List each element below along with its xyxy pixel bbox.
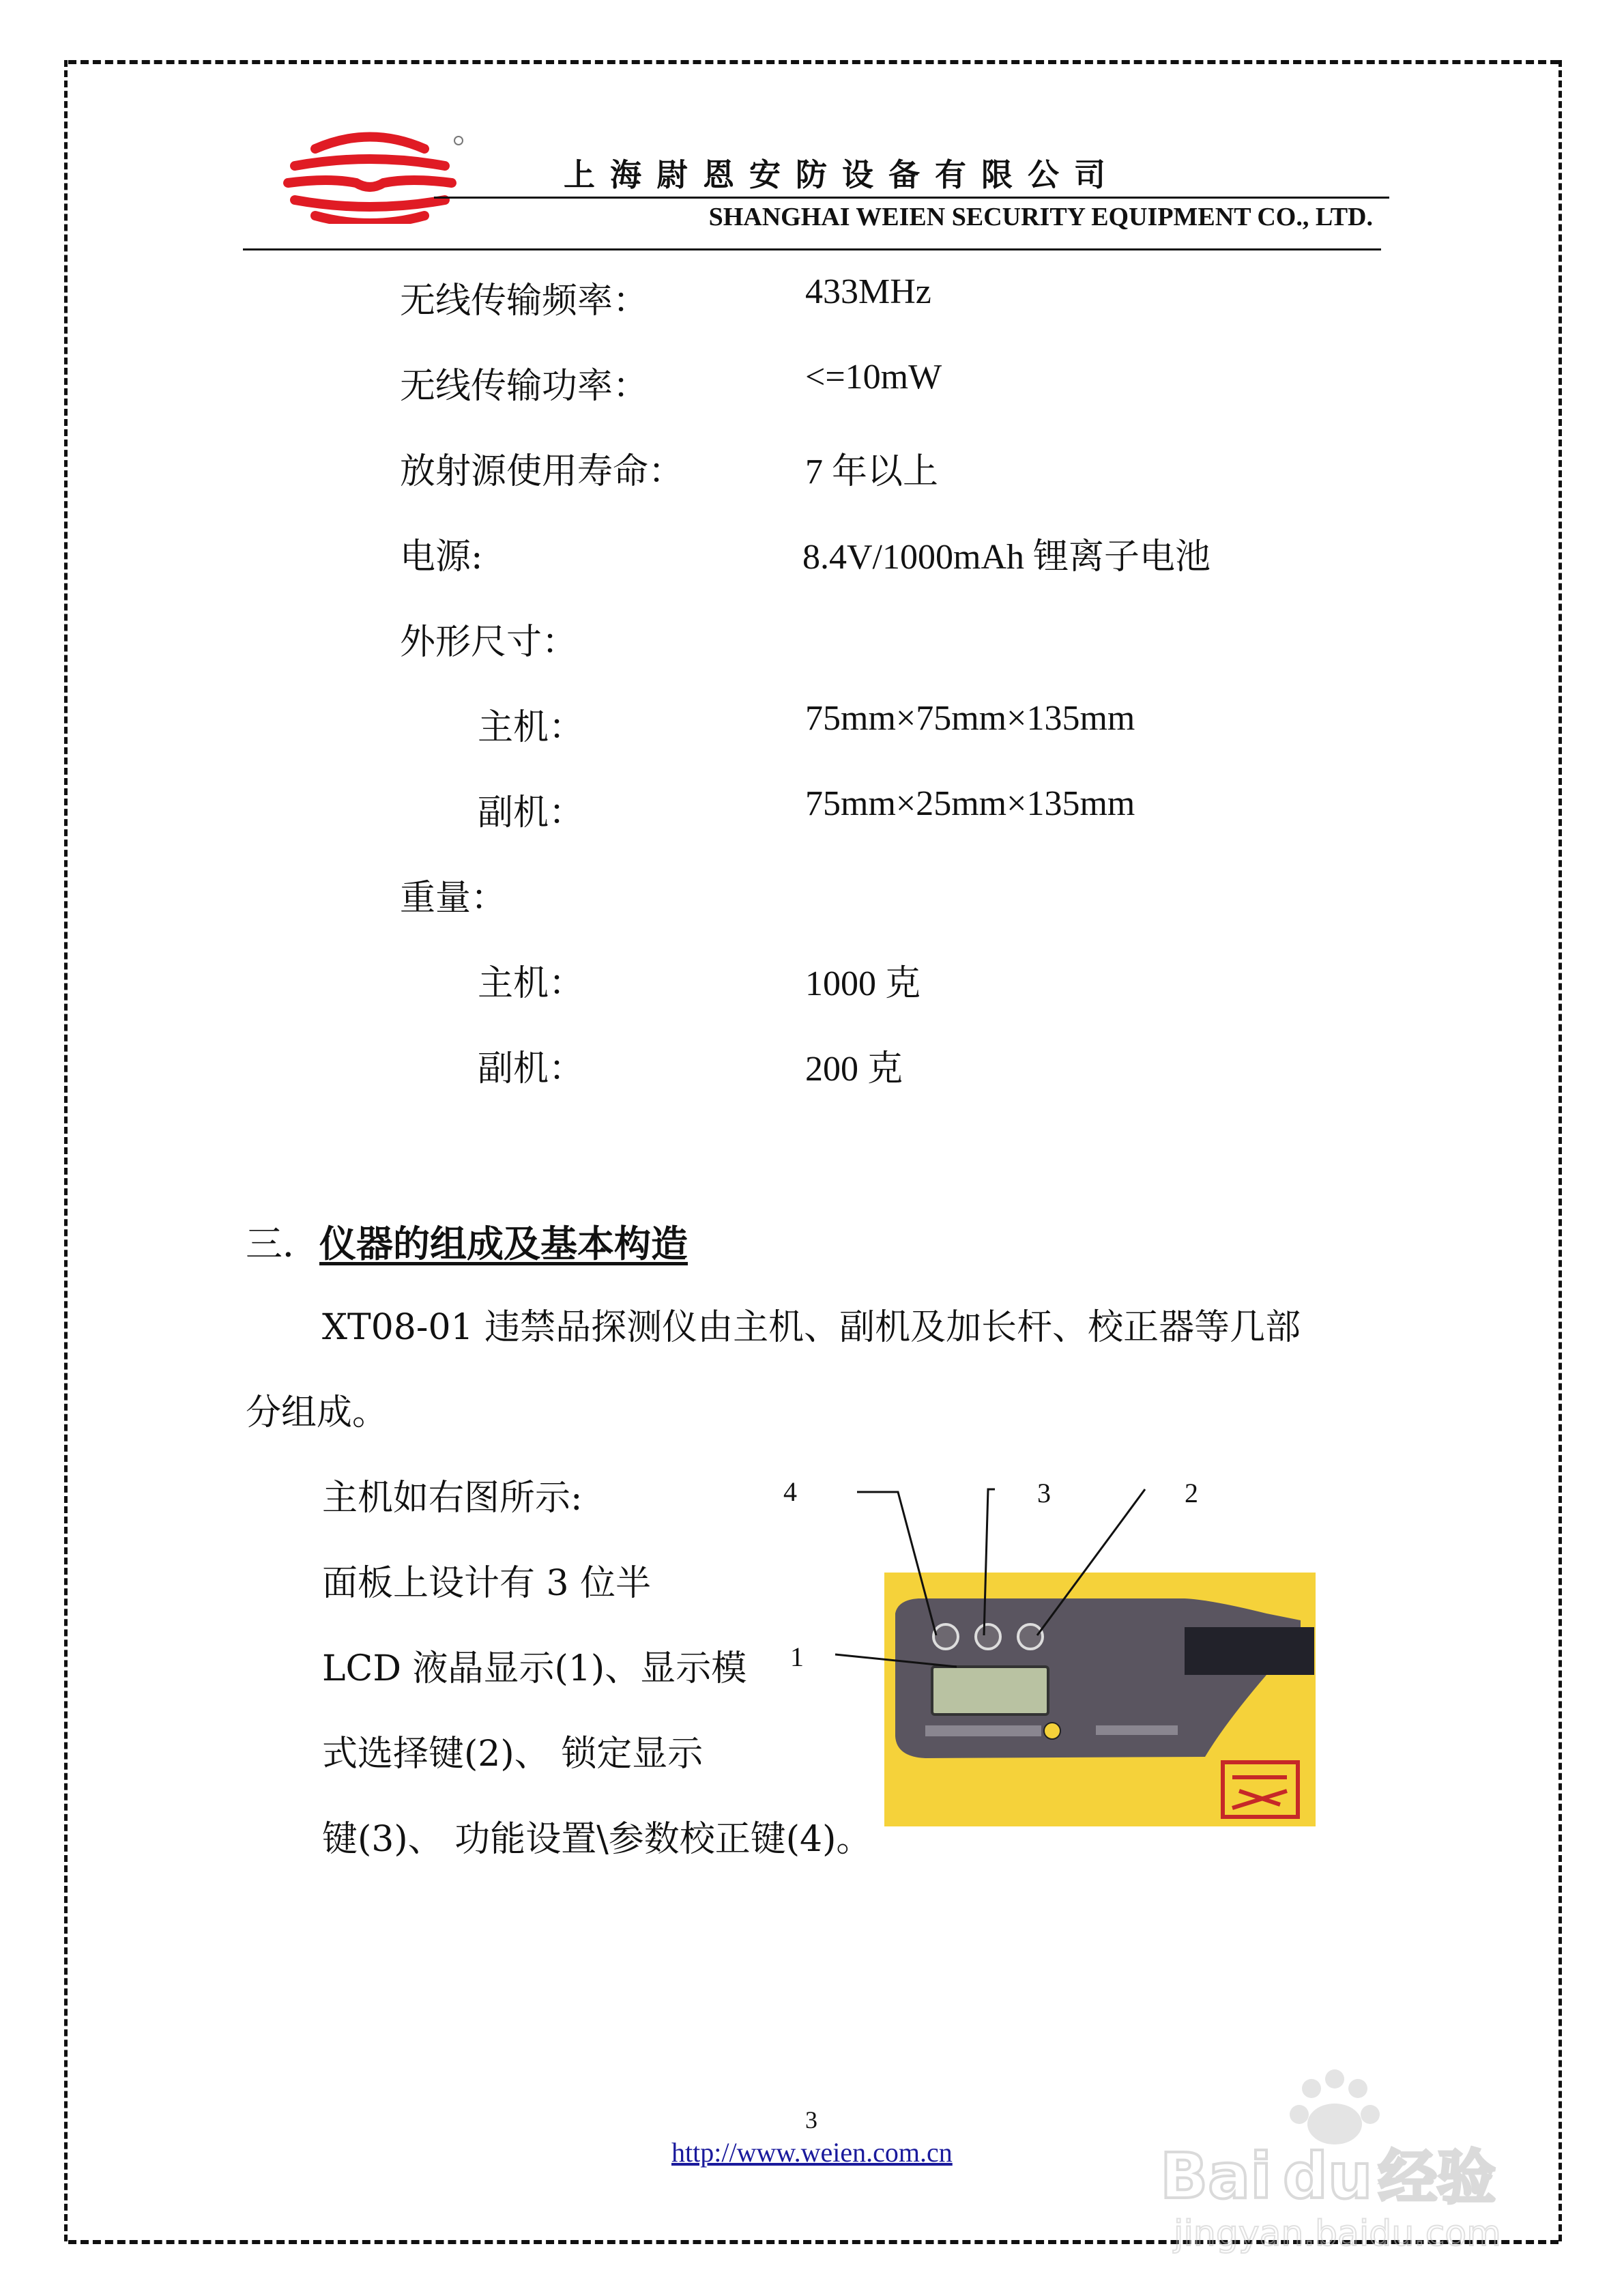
letterhead — [243, 123, 1389, 253]
svg-text:经验: 经验 — [1378, 2144, 1496, 2212]
spec-value: 75mm×75mm×135mm — [805, 699, 1135, 738]
spec-label: 主机： — [478, 707, 585, 748]
body-paragraph-line: XT08-01 违禁品探测仪由主机、副机及加长杆、校正器等几部 — [322, 1307, 1301, 1348]
spec-label: 放射源使用寿命： — [400, 451, 684, 492]
device-figure — [778, 1474, 1337, 1829]
body-paragraph-line: 主机如右图所示: — [322, 1478, 583, 1519]
header-rule — [434, 197, 1389, 199]
svg-text:du: du — [1283, 2140, 1373, 2213]
baidu-jingyan-watermark — [1153, 2061, 1535, 2259]
page-border-top — [68, 60, 1558, 64]
spec-value: 433MHz — [805, 272, 931, 311]
spec-value: 7 年以上 — [805, 453, 939, 491]
company-logo-icon — [267, 128, 472, 224]
spec-value: 75mm×25mm×135mm — [805, 784, 1135, 823]
section-heading — [246, 1215, 688, 1267]
spec-value: 8.4V/1000mAh 锂离子电池 — [802, 538, 1211, 577]
page-border-right — [1558, 60, 1562, 2241]
spec-label: 主机： — [478, 963, 585, 1004]
body-paragraph-line: LCD 液晶显示(1)、显示模 — [322, 1648, 747, 1689]
svg-text:jingyan.baidu.com: jingyan.baidu.com — [1174, 2213, 1501, 2254]
section-title: 仪器的组成及基本构造 — [319, 1222, 688, 1265]
body-paragraph-line: 键(3)、 功能设置\参数校正键(4)。 — [322, 1819, 872, 1860]
spec-value: 200 克 — [805, 1050, 903, 1089]
body-paragraph-line: 式选择键(2)、 锁定显示 — [322, 1734, 704, 1775]
spec-label: 副机： — [478, 1048, 585, 1089]
callout-label: 1 — [790, 1641, 804, 1672]
footer-website-link[interactable]: http://www.weien.com.cn — [671, 2137, 953, 2168]
spec-label: 无线传输频率： — [400, 281, 649, 321]
spec-value: 1000 克 — [805, 964, 921, 1003]
spec-label: 电源: — [400, 536, 483, 577]
callout-label: 4 — [783, 1476, 797, 1507]
spec-label: 副机： — [478, 792, 585, 833]
section-number: 三． — [246, 1222, 319, 1265]
callout-label: 3 — [1037, 1478, 1051, 1508]
header-rule-bottom — [243, 248, 1381, 250]
body-paragraph-line: 面板上设计有 3 位半 — [322, 1563, 652, 1604]
spec-label: 外形尺寸： — [400, 622, 578, 663]
page-border-left — [64, 60, 68, 2241]
company-name-english: SHANGHAI WEIEN SECURITY EQUIPMENT CO., LTD. — [708, 203, 1373, 231]
callout-label: 2 — [1185, 1478, 1198, 1508]
body-paragraph-line: 分组成。 — [246, 1392, 388, 1433]
spec-value: <=10mW — [805, 358, 942, 397]
company-name-chinese: 上海尉恩安防设备有限公司 — [564, 156, 1120, 193]
page-number: 3 — [805, 2106, 817, 2134]
spec-label: 重量： — [400, 878, 507, 919]
callout-leaders — [778, 1474, 1337, 1829]
svg-text:Bai: Bai — [1160, 2140, 1272, 2213]
spec-label: 无线传输功率： — [400, 366, 649, 407]
